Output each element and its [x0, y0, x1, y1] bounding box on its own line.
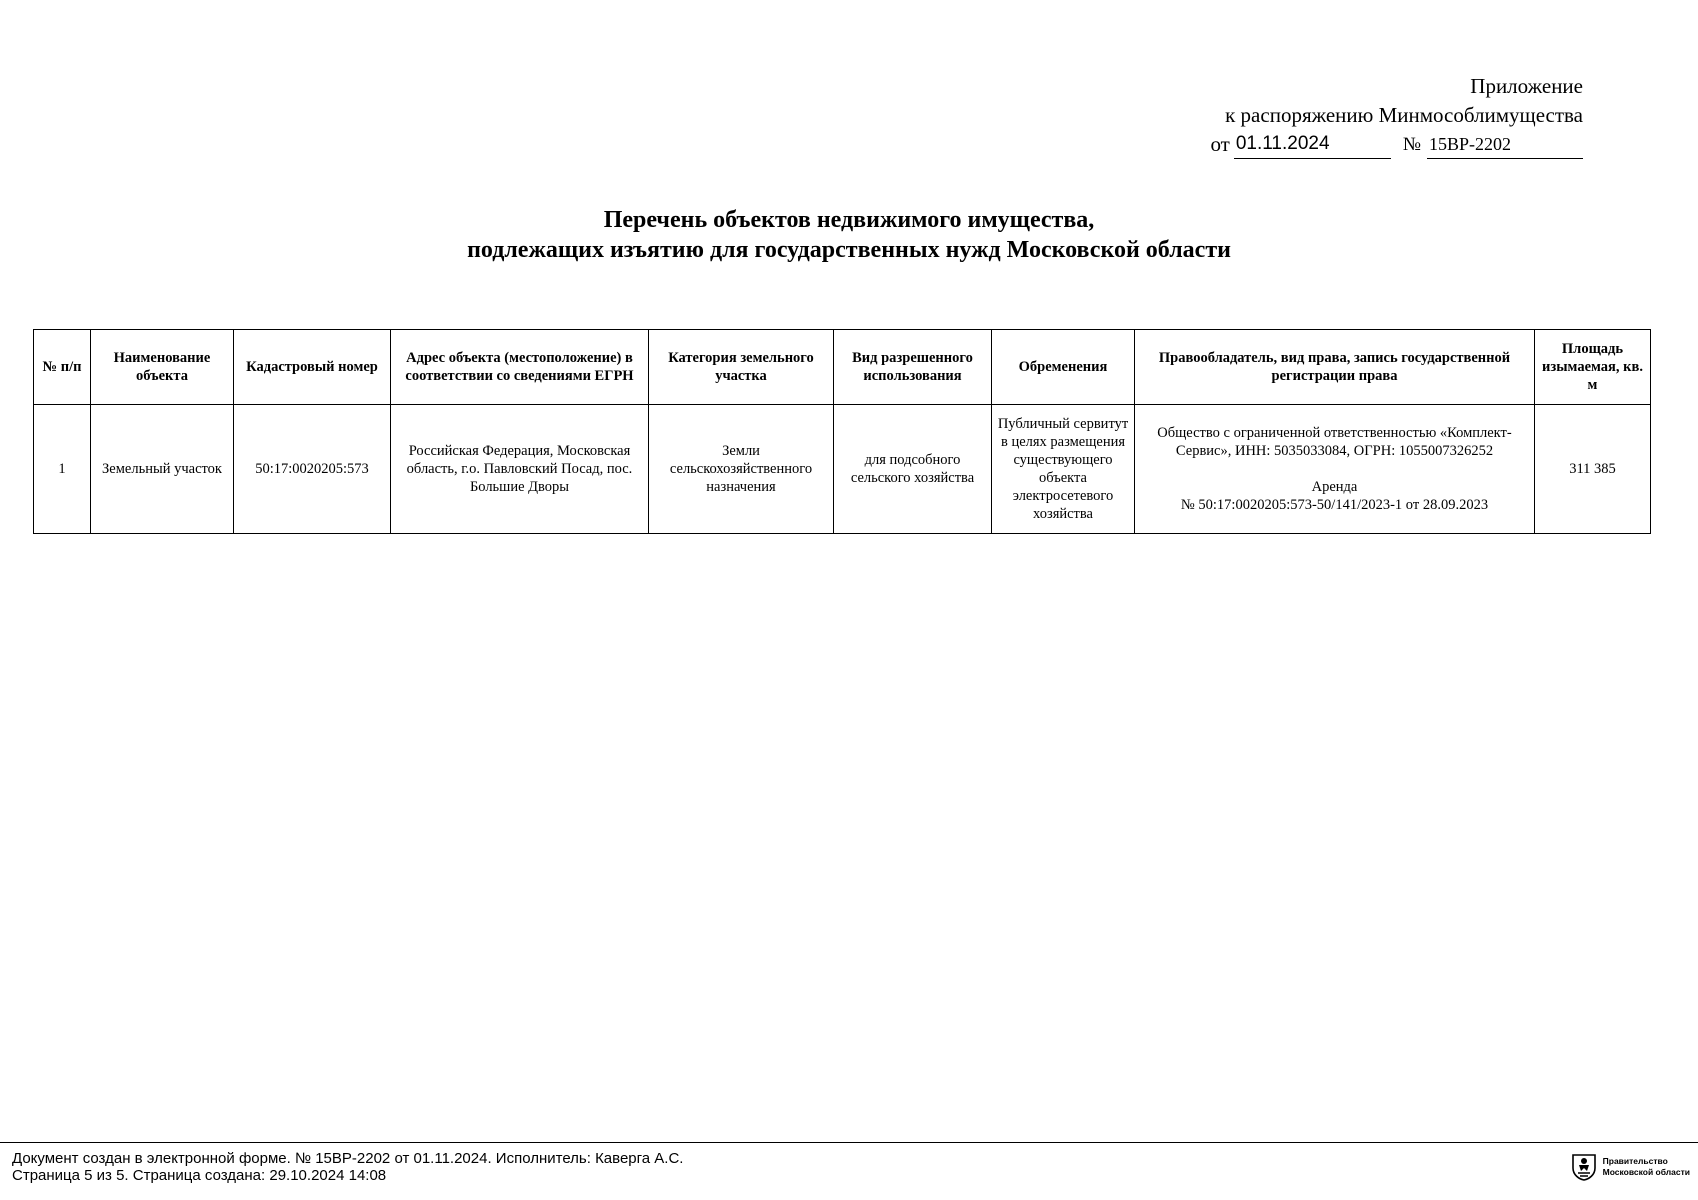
- col-header-address: Адрес объекта (местоположение) в соответствии со сведениями ЕГРН: [391, 330, 649, 405]
- order-date: 01.11.2024: [1234, 132, 1391, 159]
- government-logo: [1571, 1153, 1690, 1181]
- org-line-2: Московской области: [1602, 1167, 1690, 1177]
- number-sign: №: [1402, 134, 1421, 155]
- col-header-category: Категория земельного участка: [649, 330, 834, 405]
- col-header-cadastral: Кадастровый номер: [234, 330, 391, 405]
- footer-info: [12, 1150, 683, 1184]
- col-header-encumbrance: Обременения: [992, 330, 1135, 405]
- cell-holder: [1135, 405, 1535, 534]
- registration-record: № 50:17:0020205:573-50/141/2023-1 от 28.09.2023: [1180, 497, 1489, 513]
- appendix-title: Приложение: [1470, 74, 1583, 98]
- cell-address: Российская Федерация, Московская область, г.о. Павловский Посад, пос. Большие Дворы: [391, 405, 649, 534]
- organization-name: [1603, 1156, 1690, 1178]
- order-date-number: [1210, 130, 1583, 159]
- col-header-name: Наименование объекта: [91, 330, 234, 405]
- appendix-reference: к распоряжению Минмособлимущества: [1225, 103, 1583, 127]
- org-line-1: Правительство: [1602, 1156, 1668, 1166]
- cell-use: для подсобного сельского хозяйства: [834, 405, 992, 534]
- title-line-2: подлежащих изъятию для государственных нужд Московской области: [467, 237, 1231, 263]
- cell-name: Земельный участок: [91, 405, 234, 534]
- footer-divider: [0, 1142, 1698, 1143]
- table-header-row: [34, 330, 1651, 405]
- cell-encumbrance: Публичный сервитут в целях размещения существующего объекта электросетевого хозяйства: [992, 405, 1135, 534]
- col-header-number: № п/п: [34, 330, 91, 405]
- document-title: [0, 205, 1698, 265]
- title-line-1: Перечень объектов недвижимого имущества,: [603, 207, 1095, 233]
- footer-line-2: Страница 5 из 5. Страница создана: 29.10.2024 14:08: [12, 1167, 387, 1184]
- holder-name: Общество с ограниченной ответственностью «Комплект-Сервис», ИНН: 5035033084, ОГРН: 1055007326252: [1157, 425, 1512, 459]
- right-type: Аренда: [1311, 479, 1358, 495]
- date-prefix: от: [1210, 132, 1230, 156]
- coat-of-arms-icon: [1571, 1153, 1597, 1181]
- col-header-use: Вид разрешенного использования: [834, 330, 992, 405]
- property-table: [33, 329, 1651, 534]
- order-number: 15ВР-2202: [1427, 132, 1583, 159]
- appendix-block: [1210, 72, 1583, 159]
- col-header-area: Площадь изымаемая, кв. м: [1535, 330, 1651, 405]
- col-header-holder: Правообладатель, вид права, запись государственной регистрации права: [1135, 330, 1535, 405]
- cell-area: 311 385: [1535, 405, 1651, 534]
- footer-line-1: Документ создан в электронной форме. № 15ВР-2202 от 01.11.2024. Исполнитель: Каверга А.С.: [12, 1150, 684, 1167]
- table-row: [34, 405, 1651, 534]
- cell-cadastral: 50:17:0020205:573: [234, 405, 391, 534]
- cell-category: Земли сельскохозяйственного назначения: [649, 405, 834, 534]
- cell-number: 1: [34, 405, 91, 534]
